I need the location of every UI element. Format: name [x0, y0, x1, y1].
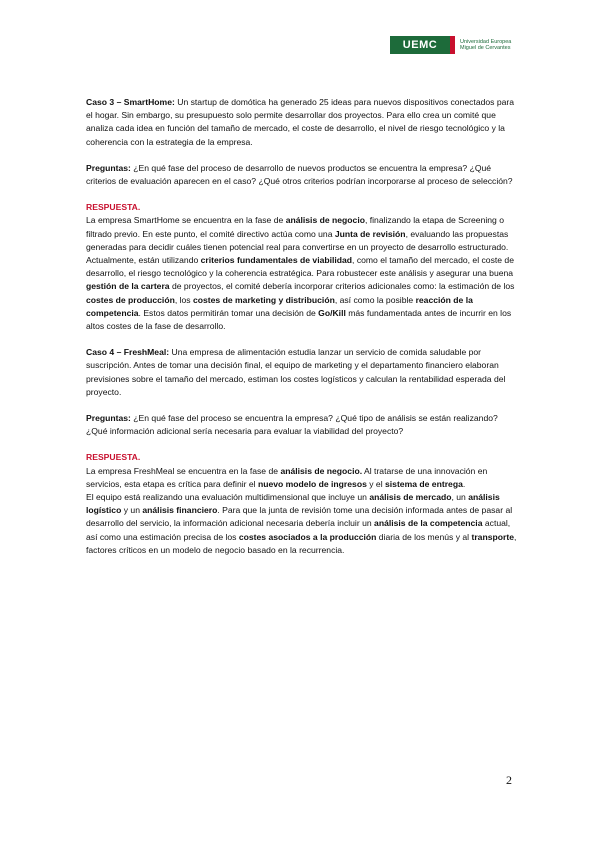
university-line-1: Universidad Europea — [460, 39, 512, 45]
page-number: 2 — [506, 773, 512, 787]
caso4-paragraph — [86, 346, 518, 399]
caso4-answer-label: RESPUESTA. — [86, 452, 141, 463]
caso4-answer-p1: La empresa FreshMeal se encuentra en la fase de análisis de negocio. Al tratarse de una innovación en servicios, esta etapa es crítica para definir el nuevo modelo de ingresos y el sistema de entrega. — [86, 465, 488, 489]
caso4-text: Una empresa de alimentación estudia lanzar un servicio de comida saludable por suscripción. Antes de tomar una decisión final, el equipo de marketing y el departamento financiero elaboran previsiones sobre el tamaño del mercado, estiman los costes logísticos y calculan la rentabilidad esperada del proyecto. — [86, 347, 506, 397]
university-line-2: Miguel de Cervantes — [460, 45, 511, 51]
document-body — [86, 96, 518, 557]
caso3-paragraph — [86, 96, 518, 149]
caso3-answer-p1: La empresa SmartHome se encuentra en la fase de análisis de negocio, finalizando la etapa de Screening o filtrado previo. En este punto, el comité directivo actúa como una Junta de revisión, evaluando las propuestas generadas para decidir cuáles tienen potencial real para convertirse en un proyecto de desarrollo estructurado. — [86, 215, 509, 252]
questions-label: Preguntas: — [86, 162, 131, 173]
logo-mark: UEMC — [390, 36, 450, 54]
caso4-questions: Preguntas: ¿En qué fase del proceso se encuentra la empresa? ¿Qué tipo de análisis se están realizando? ¿Qué información adicional sería necesaria para evaluar la viabilidad del proyecto? — [86, 413, 498, 437]
caso3-answer-label: RESPUESTA. — [86, 202, 141, 213]
caso3-questions: Preguntas: ¿En qué fase del proceso de desarrollo de nuevos productos se encuentra la empresa? ¿Qué criterios de evaluación aparecen en el caso? ¿Qué otros criterios podrían incorporarse al proceso de selección? — [86, 162, 513, 187]
caso3-answer-p2: Actualmente, están utilizando criterios fundamentales de viabilidad, como el tamaño del mercado, el coste de desarrollo, el riesgo tecnológico y la coherencia estratégica. Para robustecer este análisis y asegurar una buena gestión de la cartera de proyectos, el comité debería incorporar criterios adicionales como: la estimación de los costes de producción, los costes de marketing y distribución, así como la posible reacción de la competencia. Estos datos permitirán tomar una decisión de Go/Kill más fundamentada antes de incurrir en los altos costes de la fase de desarrollo. — [86, 255, 515, 332]
uemc-logo — [390, 36, 511, 54]
caso4-answer-p2: El equipo está realizando una evaluación multidimensional que incluye un análisis de mercado, un análisis logístico y un análisis financiero. Para que la junta de revisión tome una decisión informada antes de pasar al desarrollo del servicio, la información adicional necesaria debería incluir un análisis de la competencia actual, así como una estimación precisa de los costes asociados a la producción diaria de los menús y al transporte, factores críticos en un modelo de negocio basado en la recurrencia. — [86, 492, 517, 555]
caso3-title: Caso 3 – SmartHome: — [86, 97, 175, 107]
caso3-text: Un startup de domótica ha generado 25 ideas para nuevos dispositivos conectados para el hogar. Sin embargo, su presupuesto solo permite desarrollar dos proyectos. Para ello crea un comité que analiza cada idea en función del tamaño de mercado, el coste de desarrollo, el nivel de riesgo tecnológico y la coherencia con la estrategia de la empresa. — [86, 97, 515, 147]
logo-university-name — [460, 39, 511, 51]
caso4-title: Caso 4 – FreshMeal: — [86, 347, 170, 358]
